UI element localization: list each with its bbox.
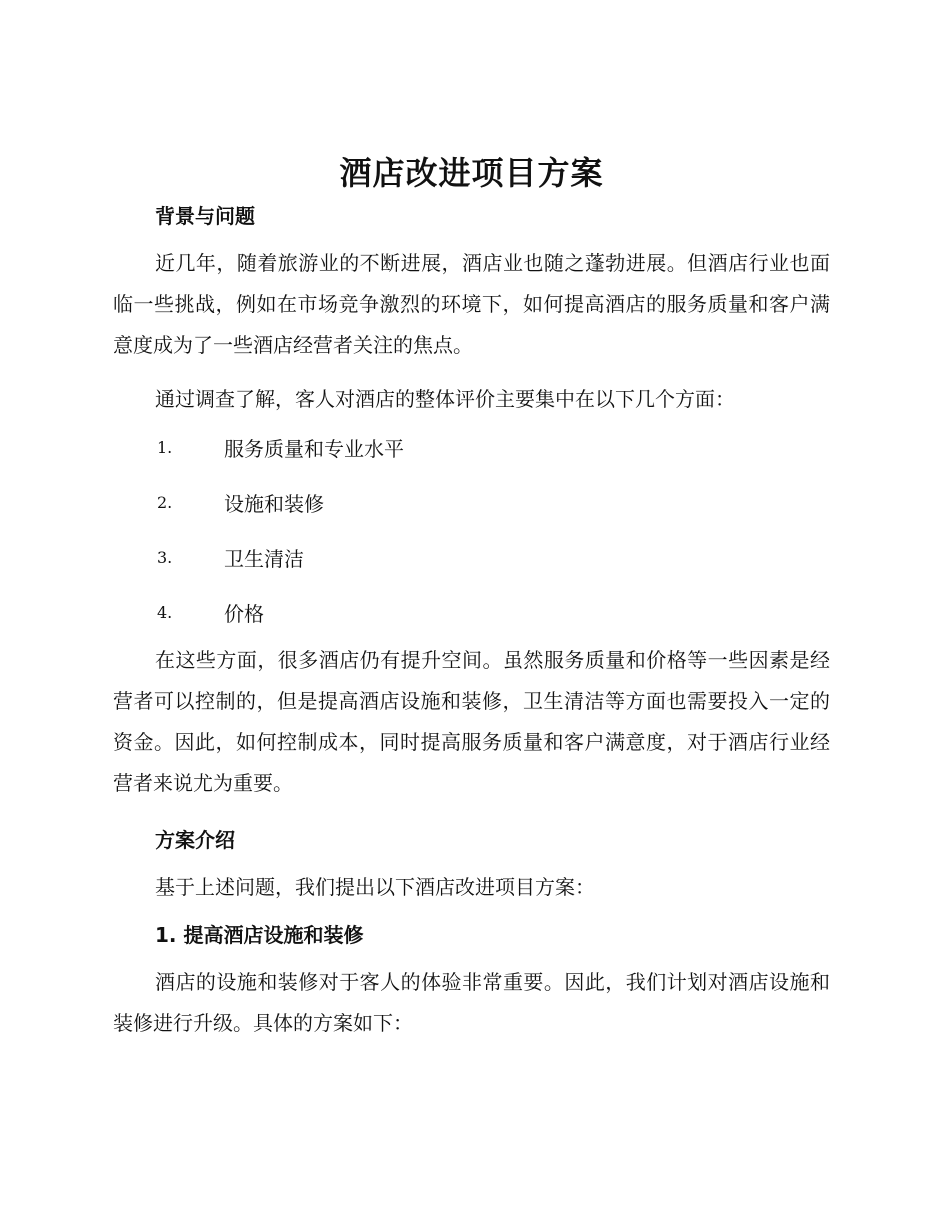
list-item xyxy=(113,530,830,585)
list-text: 服务质量和专业水平 xyxy=(224,437,404,461)
list-text: 卫生清洁 xyxy=(224,547,304,571)
paragraph-improvement-space: 在这些方面，很多酒店仍有提升空间。虽然服务质量和价格等一些因素是经营者可以控制的，但是提高酒店设施和装修，卫生清洁等方面也需要投入一定的资金。因此，如何控制成本，同时提高服务质量和客户满意度，对于酒店行业经营者来说尤为重要。 xyxy=(113,648,830,795)
section-heading-plan: 方案介绍 xyxy=(155,828,235,852)
list-text: 价格 xyxy=(224,602,264,626)
document-page xyxy=(113,150,830,1044)
paragraph-facilities: 酒店的设施和装修对于客人的体验非常重要。因此，我们计划对酒店设施和装修进行升级。具体的方案如下： xyxy=(113,970,830,1035)
sub-heading-facilities: 1. 提高酒店设施和装修 xyxy=(155,923,364,947)
paragraph-intro: 近几年，随着旅游业的不断进展，酒店业也随之蓬勃进展。但酒店行业也面临一些挑战，例如在市场竞争激烈的环境下，如何提高酒店的服务质量和客户满意度成为了一些酒店经营者关注的焦点。 xyxy=(113,251,830,357)
paragraph-plan-intro: 基于上述问题，我们提出以下酒店改进项目方案： xyxy=(155,875,595,899)
list-text: 设施和装修 xyxy=(224,492,324,516)
paragraph-survey: 通过调查了解，客人对酒店的整体评价主要集中在以下几个方面： xyxy=(155,387,735,411)
list-number: 4. xyxy=(157,603,173,622)
document-title: 酒店改进项目方案 xyxy=(339,154,604,192)
list-number: 1. xyxy=(157,438,173,457)
section-heading-background: 背景与问题 xyxy=(155,204,255,228)
list-number: 2. xyxy=(157,493,173,512)
list-item xyxy=(113,420,830,475)
list-number: 3. xyxy=(157,548,173,567)
evaluation-list xyxy=(113,420,830,640)
list-item xyxy=(113,585,830,640)
list-item xyxy=(113,475,830,530)
